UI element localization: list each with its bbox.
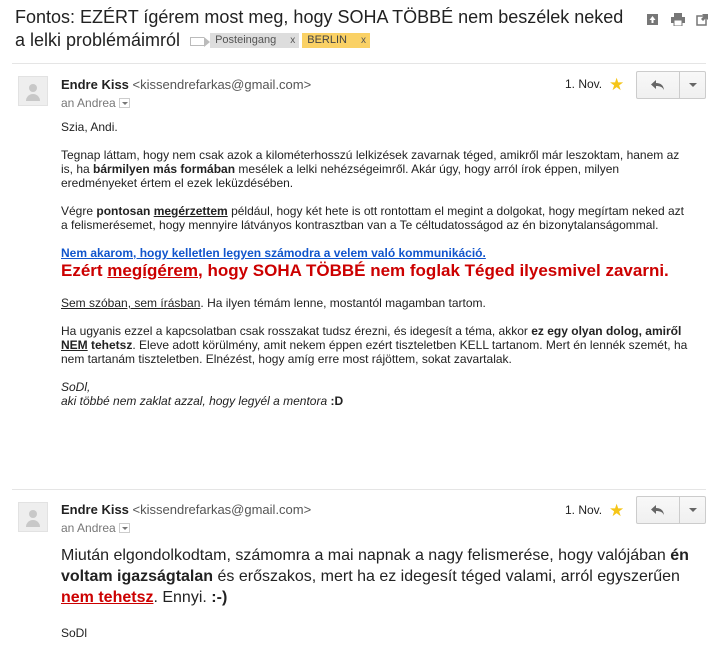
remove-label-icon[interactable]: x [290,34,296,46]
reply-button-group [636,71,706,99]
link-paragraph [61,246,691,260]
text: Ezért [61,261,108,280]
more-options-button[interactable] [680,496,706,524]
smiley-text: :D [330,394,344,408]
label-berlin[interactable] [302,33,370,48]
label-posteingang[interactable] [210,33,299,48]
paragraph [61,296,691,310]
paragraph [61,204,691,232]
label-text[interactable]: BERLIN [307,33,347,46]
message-date[interactable]: 1. Nov. [565,77,603,91]
more-options-button[interactable] [680,71,706,99]
text: , hogy SOHA TÖBBÉ nem foglak Téged ilyesmivel zavarni. [198,261,669,280]
avatar [18,76,48,106]
signature-line [61,394,691,408]
paragraph [61,324,691,366]
paragraph [61,545,691,608]
reply-button-group [636,496,706,524]
message-body [61,120,691,408]
label-text[interactable]: Posteingang [215,33,277,46]
text: . Ha ilyen témám lenne, mostantól magamban tartom. [200,296,486,310]
text: aki többé nem zaklat azzal, hogy legyél a mentora [61,394,331,408]
sender-name[interactable]: Endre Kiss [61,502,129,517]
underlined-text: megígérem [107,261,198,280]
recipient-line [61,96,130,110]
bold-underlined-text: megérzettem [153,204,228,218]
new-window-icon[interactable] [696,13,709,26]
avatar [18,502,48,532]
subject-text: Fontos: EZÉRT ígérem most meg, hogy SOHA TÖBBÉ nem beszélek neked a lelki problémáimról [15,7,624,50]
smiley-text: :-) [211,589,228,606]
text: és erőszakos, mert ha ez idegesít téged valami, arról egyszerűen [213,568,680,585]
red-underlined-text: nem tehetsz [61,589,154,606]
message-date[interactable]: 1. Nov. [565,503,603,517]
paragraph [61,148,691,190]
message-body [61,545,691,640]
subject-title [15,6,635,52]
details-caret-icon[interactable] [119,98,130,108]
details-caret-icon[interactable] [119,523,130,533]
reply-button[interactable] [636,71,680,99]
expand-all-icon[interactable] [646,13,659,26]
signature-line: SoDl [61,626,88,640]
message-divider [12,489,706,490]
star-icon[interactable]: ★ [609,75,625,94]
sender-email: <kissendrefarkas@gmail.com> [132,502,312,517]
remove-label-icon[interactable]: x [360,34,366,46]
recipient-text: an Andrea [61,521,116,535]
body-link[interactable]: Nem akarom, hogy kelletlen legyen számodra a velem való kommunikáció. [61,246,486,260]
message-divider [12,63,706,64]
thread-toolbar [646,13,709,26]
text: Miután elgondolkodtam, számomra a mai napnak a nagy felismerése, hogy valójában [61,547,671,564]
important-tag-icon[interactable] [190,37,204,46]
recipient-line [61,521,130,535]
reply-icon [651,80,665,91]
print-icon[interactable] [671,13,684,26]
subject-header [15,6,635,52]
reply-icon [651,505,665,516]
bold-text: ez egy olyan dolog, amiről [531,324,682,338]
bold-text: pontosan [96,204,151,218]
bold-text: tehetsz [87,338,133,352]
text: Végre [61,204,97,218]
text: . Eleve adott körülmény, amit nekem éppen ezért tiszteletben KELL tartanom. Mert én lennék szemét, ha nem tartanám tiszteletben. Elnézést, hogy amíg erre most rájöttem, sokat zavartalak. [61,338,688,366]
signature-line: SoDl, [61,380,91,394]
bold-text: bármilyen más formában [93,162,236,176]
sender-name[interactable]: Endre Kiss [61,77,129,92]
sender-line[interactable] [61,502,311,517]
text: . Ennyi. [153,589,212,606]
bold-text: én voltam igazságtalan [61,547,689,585]
sender-email: <kissendrefarkas@gmail.com> [132,77,312,92]
reply-button[interactable] [636,496,680,524]
underlined-text: Sem szóban, sem írásban [61,296,201,310]
text: például, hogy két hete is ott rontottam el megint a dolgokat, hogy megírtam neked azt a felismerésemet, hogy mennyire látványos kontrasztban van a Te céltudatosságod az én bizonytalanságommal. [61,204,684,232]
recipient-text: an Andrea [61,96,116,110]
promise-heading [61,260,691,281]
bold-underlined-text: NEM [61,338,88,352]
text: Ha ugyanis ezzel a kapcsolatban csak rosszakat tudsz érezni, és idegesít a téma, akkor [61,324,532,338]
text: mesélek a lelki nehézségeimről. Akár úgy, hogy arról írok éppen, milyen eredményeket értem el ezek leküzdésében. [61,162,620,190]
greeting: Szia, Andi. [61,120,118,134]
text: Tegnap láttam, hogy nem csak azok a kilométerhosszú lelkizések zavarnak téged, amikről már leszoktam, hanem az is, ha [61,148,680,176]
sender-line[interactable] [61,77,311,92]
star-icon[interactable]: ★ [609,501,625,520]
